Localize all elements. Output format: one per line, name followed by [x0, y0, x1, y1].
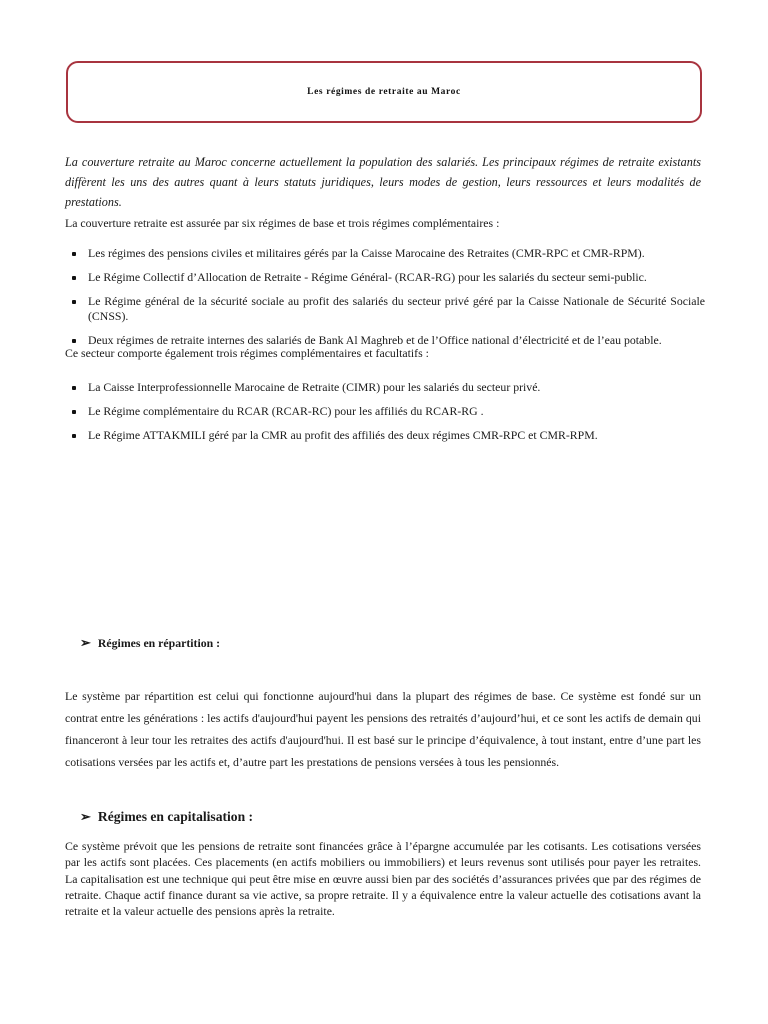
list-item: Le Régime Collectif d’Allocation de Retraite - Régime Général- (RCAR-RG) pour les salariés du secteur semi-public.: [65, 270, 705, 285]
bullet-icon: [72, 410, 76, 414]
title-box: [66, 61, 702, 123]
list-item: Le Régime général de la sécurité sociale au profit des salariés du secteur privé géré par la Caisse Nationale de Sécurité Sociale (CNSS).: [65, 294, 705, 324]
complementary-regimes-list: [65, 380, 705, 443]
bullet-icon: [72, 300, 76, 304]
list-item: Deux régimes de retraite internes des salariés de Bank Al Maghreb et de l’Office national d’électricité et de l’eau potable.: [65, 333, 705, 348]
repartition-heading: [80, 635, 220, 651]
bullet-icon: [72, 252, 76, 256]
bullet-icon: [72, 339, 76, 343]
complementary-regimes-intro: Ce secteur comporte également trois régimes complémentaires et facultatifs :: [65, 346, 429, 360]
list-item: Le Régime complémentaire du RCAR (RCAR-RC) pour les affiliés du RCAR-RG .: [65, 404, 705, 419]
repartition-paragraph: Le système par répartition est celui qui fonctionne aujourd'hui dans la plupart des régimes de base. Ce système est fondé sur un contrat entre les générations : les actifs d'aujourd'hui payent les pensions des retraités d’aujourd’hui, et ce sont les actifs de demain qui financeront à leur tour les retraites des actifs d'aujourd'hui. Il est basé sur le principe d’équivalence, à tout instant, entre d’une part les cotisations versées par les actifs et, d’autre part les prestations de pensions versées à tous les pensionnés.: [65, 689, 701, 769]
arrow-bullet-icon: ➢: [80, 809, 91, 824]
capitalisation-heading-text: Régimes en capitalisation :: [97, 809, 254, 824]
bullet-icon: [72, 386, 76, 390]
capitalisation-heading: [80, 809, 253, 825]
list-item: Le Régime ATTAKMILI géré par la CMR au profit des affiliés des deux régimes CMR-RPC et CMR-RPM.: [65, 428, 705, 443]
bullet-icon: [72, 276, 76, 280]
base-regimes-intro: La couverture retraite est assurée par six régimes de base et trois régimes complémentaires :: [65, 216, 500, 230]
document-title: Les régimes de retraite au Maroc: [307, 87, 461, 97]
list-item: Les régimes des pensions civiles et militaires gérés par la Caisse Marocaine des Retraites (CMR-RPC et CMR-RPM).: [65, 246, 705, 261]
base-regimes-list: [65, 246, 705, 348]
arrow-bullet-icon: ➢: [80, 635, 91, 650]
list-item: La Caisse Interprofessionnelle Marocaine de Retraite (CIMR) pour les salariés du secteur privé.: [65, 380, 705, 395]
capitalisation-paragraph: Ce système prévoit que les pensions de retraite sont financées grâce à l’épargne accumulée par les cotisants. Les cotisations versées par les actifs sont placées. Ces placements (en actifs mobiliers ou immobiliers) et leurs revenus sont utilisés pour payer les retraites. La capitalisation est une technique qui peut être mise en œuvre aussi bien par des sociétés d’assurances privées que par des régimes de retraite. Chaque actif finance durant sa vie active, sa propre retraite. Il y a équivalence entre la valeur actuelle des cotisations avant la retraite et la valeur actuelle des pensions après la retraite.: [65, 839, 701, 919]
bullet-icon: [72, 434, 76, 438]
repartition-heading-text: Régimes en répartition :: [97, 635, 221, 650]
intro-paragraph: La couverture retraite au Maroc concerne actuellement la population des salariés. Les principaux régimes de retraite existants diffèrent les uns des autres quant à leurs statuts juridiques, leurs modes de gestion, leurs ressources et leurs modalités de prestations.: [65, 155, 701, 209]
